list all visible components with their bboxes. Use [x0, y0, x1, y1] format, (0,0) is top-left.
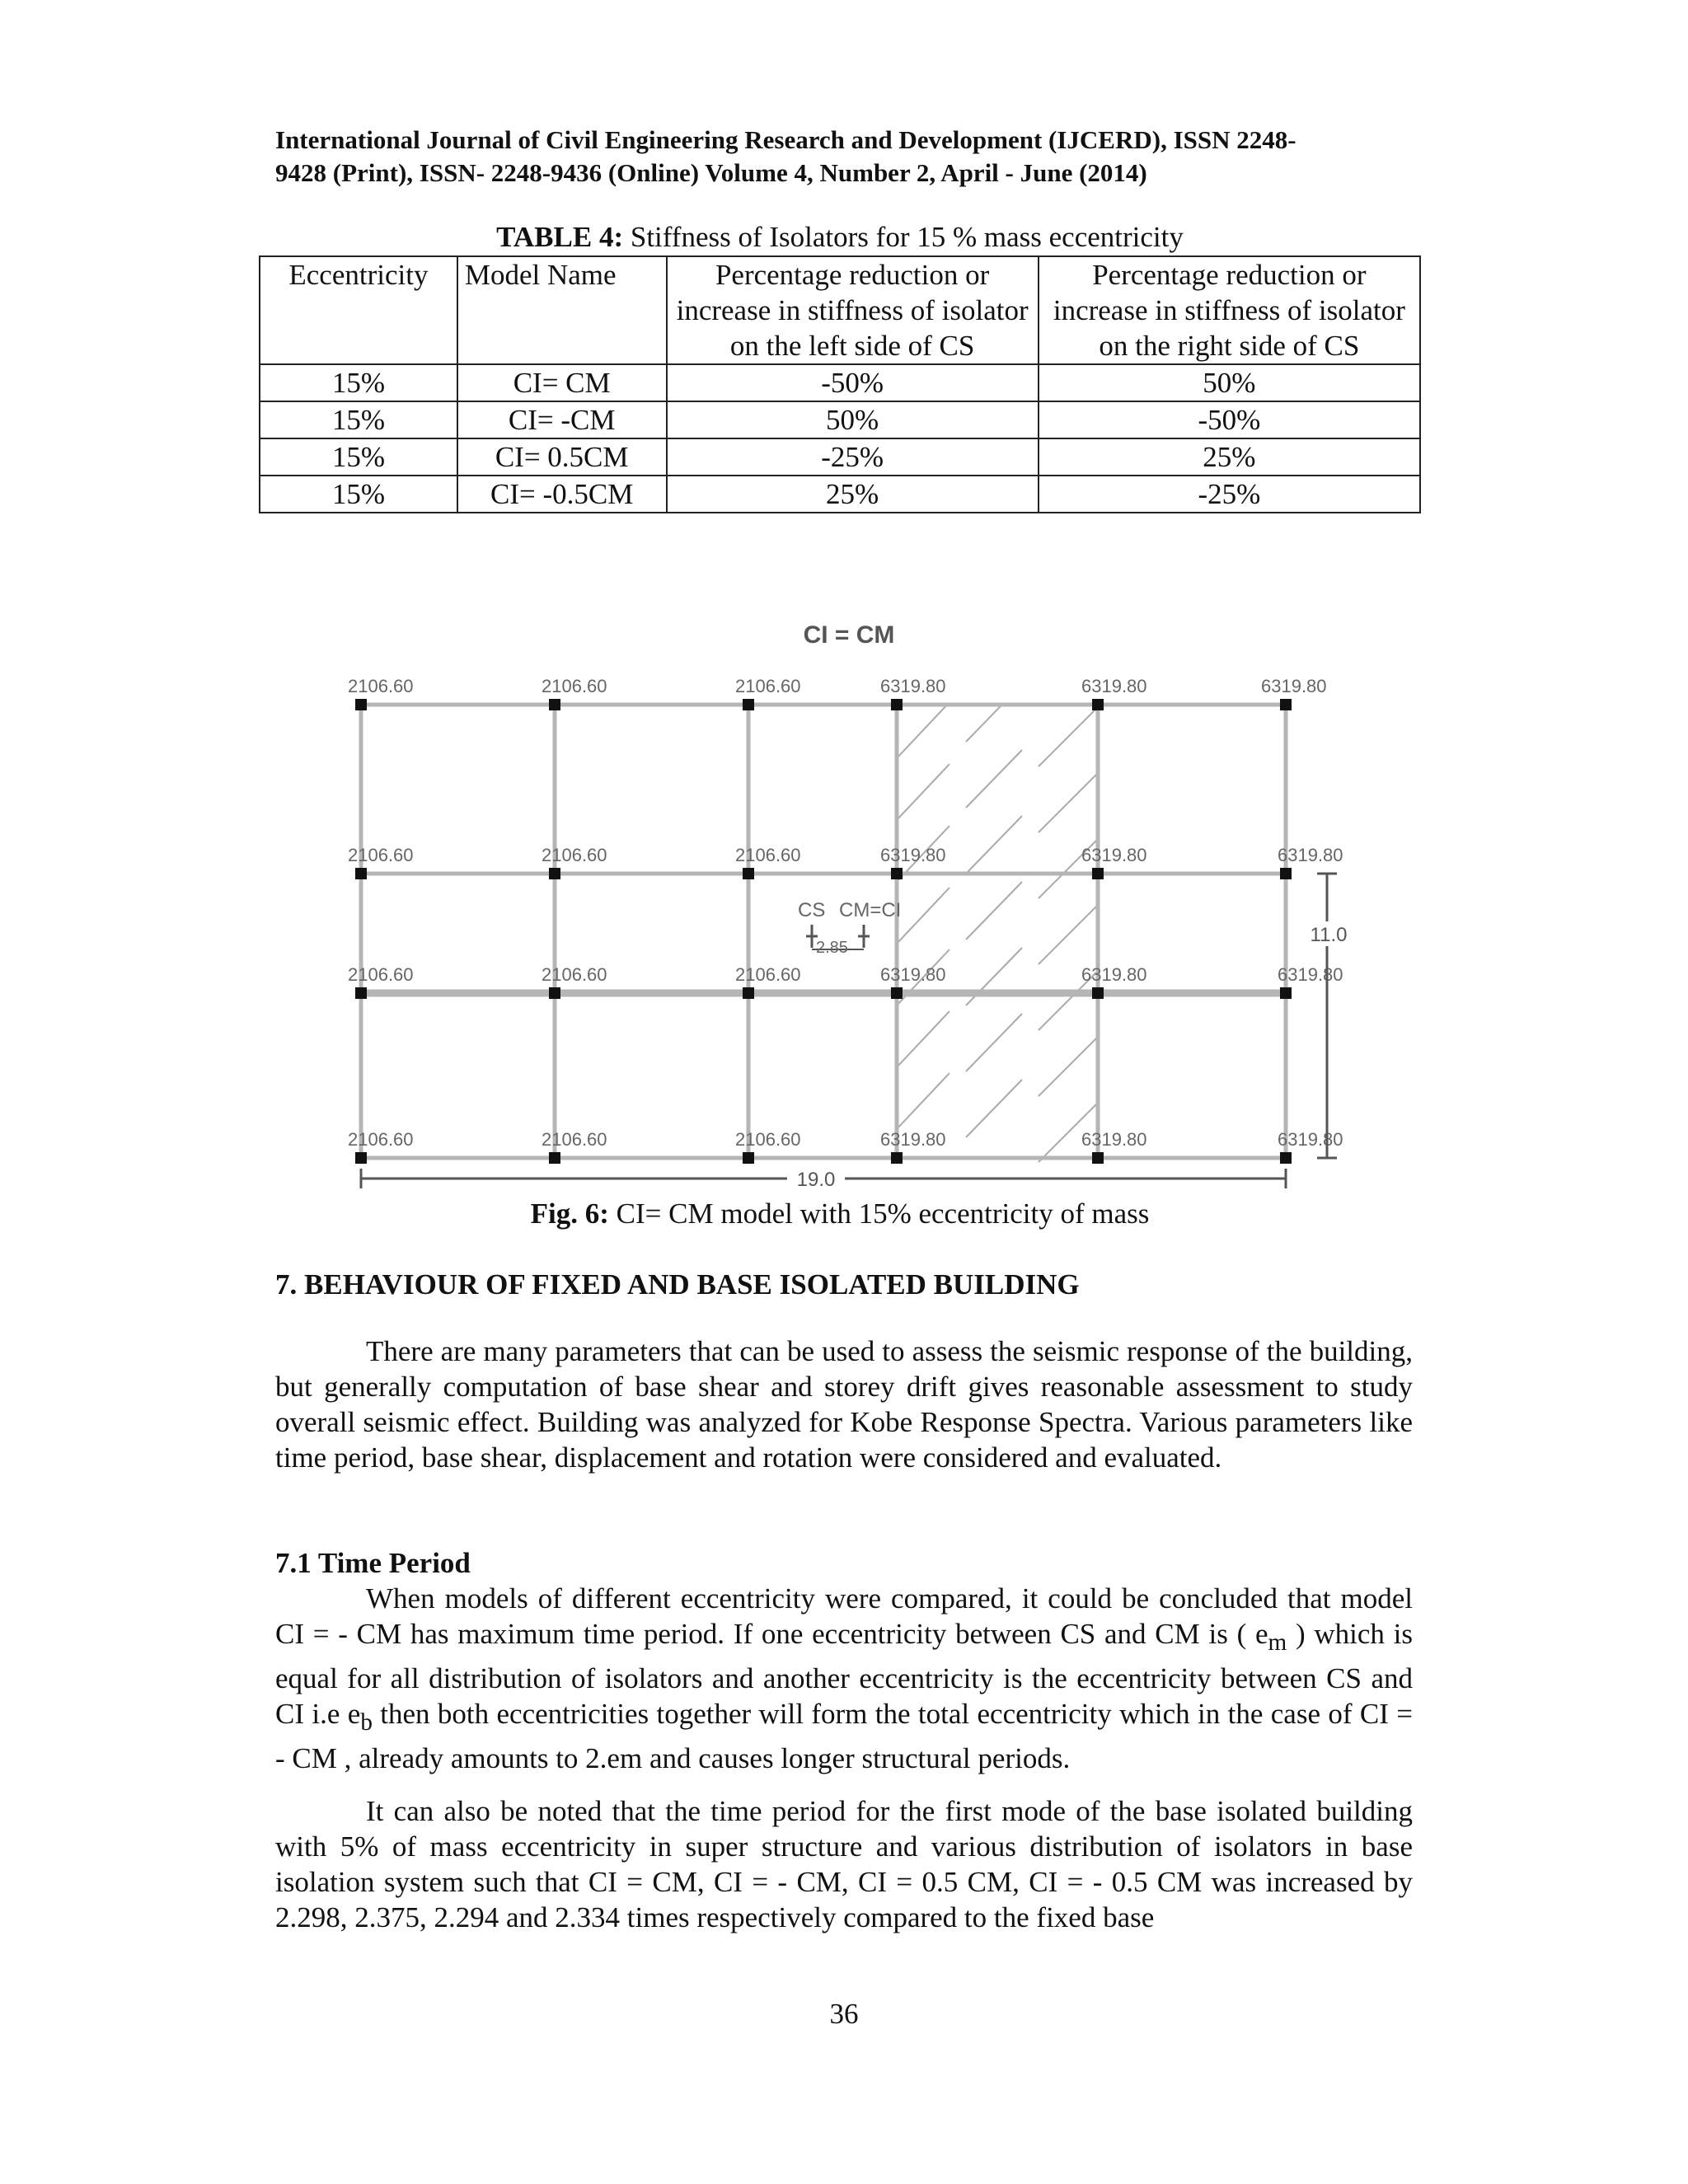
table-row [260, 438, 1420, 476]
section-7-1-paragraph-2 [275, 1793, 1413, 1935]
table-cell: CI= CM [457, 364, 667, 401]
p1-subscript-b: b [360, 1709, 373, 1736]
table-cell: 25% [1039, 438, 1420, 476]
node-label: 6319.80 [1278, 964, 1343, 985]
node-label: 2106.60 [542, 845, 607, 865]
table-label: TABLE 4: [496, 221, 624, 253]
node-label: 2106.60 [542, 676, 607, 696]
width-dimension: 19.0 [796, 1169, 836, 1191]
table-cell: 15% [260, 476, 457, 513]
p1-text-a: When models of different eccentricity were compared, it could be concluded that model CI = - CM has maximum time period. If one eccentricity between CS and CM is ( e [275, 1582, 1413, 1650]
section-7-heading: 7. BEHAVIOUR OF FIXED AND BASE ISOLATED BUILDING [275, 1268, 1080, 1301]
figure-title: CI = CM [803, 621, 895, 649]
node-label: 6319.80 [1081, 845, 1147, 865]
node-label: 6319.80 [1081, 1129, 1147, 1150]
table-cell: 15% [260, 364, 457, 401]
height-dimension: 11.0 [1310, 924, 1348, 946]
section-7-paragraph [275, 1333, 1413, 1475]
table-cell: 15% [260, 438, 457, 476]
node-label: 6319.80 [880, 1129, 946, 1150]
node-label: 6319.80 [880, 964, 946, 985]
table-cell: 50% [667, 401, 1039, 438]
section-7-1-paragraph-1 [275, 1581, 1413, 1776]
node-label: 6319.80 [1081, 964, 1147, 985]
table-cell: 50% [1039, 364, 1420, 401]
section-7-text: There are many parameters that can be used to assess the seismic response of the building, but generally computation of base shear and storey drift gives reasonable assessment to study overall seismic effect. Building was analyzed for Kobe Response Spectra. Various parameters like time period, base shear, displacement and rotation were considered and evaluated. [275, 1335, 1413, 1474]
journal-header-line2: 9428 (Print), ISSN- 2248-9436 (Online) Volume 4, Number 2, April - June (2014) [275, 158, 1147, 187]
journal-header [275, 124, 1413, 190]
table-cell: CI= 0.5CM [457, 438, 667, 476]
table-row [260, 401, 1420, 438]
page-number: 36 [829, 1998, 859, 2030]
node-label: 2106.60 [735, 964, 801, 985]
stiffness-table [259, 255, 1421, 513]
table-cell: -25% [667, 438, 1039, 476]
journal-header-line1: International Journal of Civil Engineering Research and Development (IJCERD), ISSN 2248- [275, 125, 1296, 154]
grid-lines [361, 705, 1286, 1158]
table-cell: 25% [667, 476, 1039, 513]
table-caption-text: Stiffness of Isolators for 15 % mass eccentricity [623, 221, 1184, 253]
node-label: 6319.80 [1278, 1129, 1343, 1150]
table-cell: -50% [1039, 401, 1420, 438]
isolator-plan-figure [330, 610, 1401, 1195]
hatched-region [897, 684, 1286, 1162]
cm-ci-label: CM=CI [839, 899, 902, 921]
node-label: 6319.80 [1261, 676, 1327, 696]
table-row [260, 364, 1420, 401]
table-header-cell: Percentage reduction or increase in stiffness of isolator on the right side of CS [1039, 256, 1420, 364]
node-label: 6319.80 [880, 845, 946, 865]
center-markers [798, 899, 901, 957]
figure-label: Fig. 6: [530, 1197, 609, 1230]
node-label: 2106.60 [542, 964, 607, 985]
isolator-plan-svg [330, 610, 1401, 1195]
table-header-cell: Model Name [457, 256, 667, 364]
table-cell: 15% [260, 401, 457, 438]
section-7-1-heading: 7.1 Time Period [275, 1547, 471, 1579]
node-label: 6319.80 [1081, 676, 1147, 696]
node-label: 2106.60 [735, 676, 801, 696]
node-label: 2106.60 [735, 845, 801, 865]
table-header-cell: Eccentricity [260, 256, 457, 364]
p1-text-b: ) which is equal for all distribution of isolators and another eccentricity is the eccentricity between CS and CI i.e e [275, 1618, 1413, 1730]
table-row [260, 476, 1420, 513]
node-label: 6319.80 [1278, 845, 1343, 865]
node-label: 2106.60 [735, 1129, 801, 1150]
table-cell: -25% [1039, 476, 1420, 513]
node-label: 2106.60 [348, 1129, 414, 1150]
p2-text: It can also be noted that the time period for the first mode of the base isolated building with 5% of mass eccentricity in super structure and various distribution of isolators in base isolation system such that CI = CM, CI = - CM, CI = 0.5 CM, CI = - 0.5 CM was increased by 2.298, 2.375, 2.294 and 2.334 times respectively compared to the fixed base [275, 1795, 1413, 1933]
table-caption [259, 221, 1421, 254]
p1-text-c: then both eccentricities together will form the total eccentricity which in the case of CI = - CM , already amounts to 2.em and causes longer structural periods. [275, 1698, 1414, 1774]
table-cell: CI= -CM [457, 401, 667, 438]
table-cell: CI= -0.5CM [457, 476, 667, 513]
cs-label: CS [798, 899, 826, 921]
table-header-row [260, 256, 1420, 364]
node-label: 2106.60 [542, 1129, 607, 1150]
table-header-cell: Percentage reduction or increase in stiffness of isolator on the left side of CS [667, 256, 1039, 364]
node-label: 2106.60 [348, 676, 414, 696]
p1-subscript-m: m [1268, 1629, 1287, 1656]
figure-caption-text: CI= CM model with 15% eccentricity of mass [608, 1197, 1150, 1230]
column-nodes [355, 699, 1292, 1164]
node-label: 6319.80 [880, 676, 946, 696]
offset-label: 2.85 [816, 939, 848, 957]
figure-caption [259, 1197, 1421, 1231]
node-label: 2106.60 [348, 964, 414, 985]
table-cell: -50% [667, 364, 1039, 401]
node-label: 2106.60 [348, 845, 414, 865]
